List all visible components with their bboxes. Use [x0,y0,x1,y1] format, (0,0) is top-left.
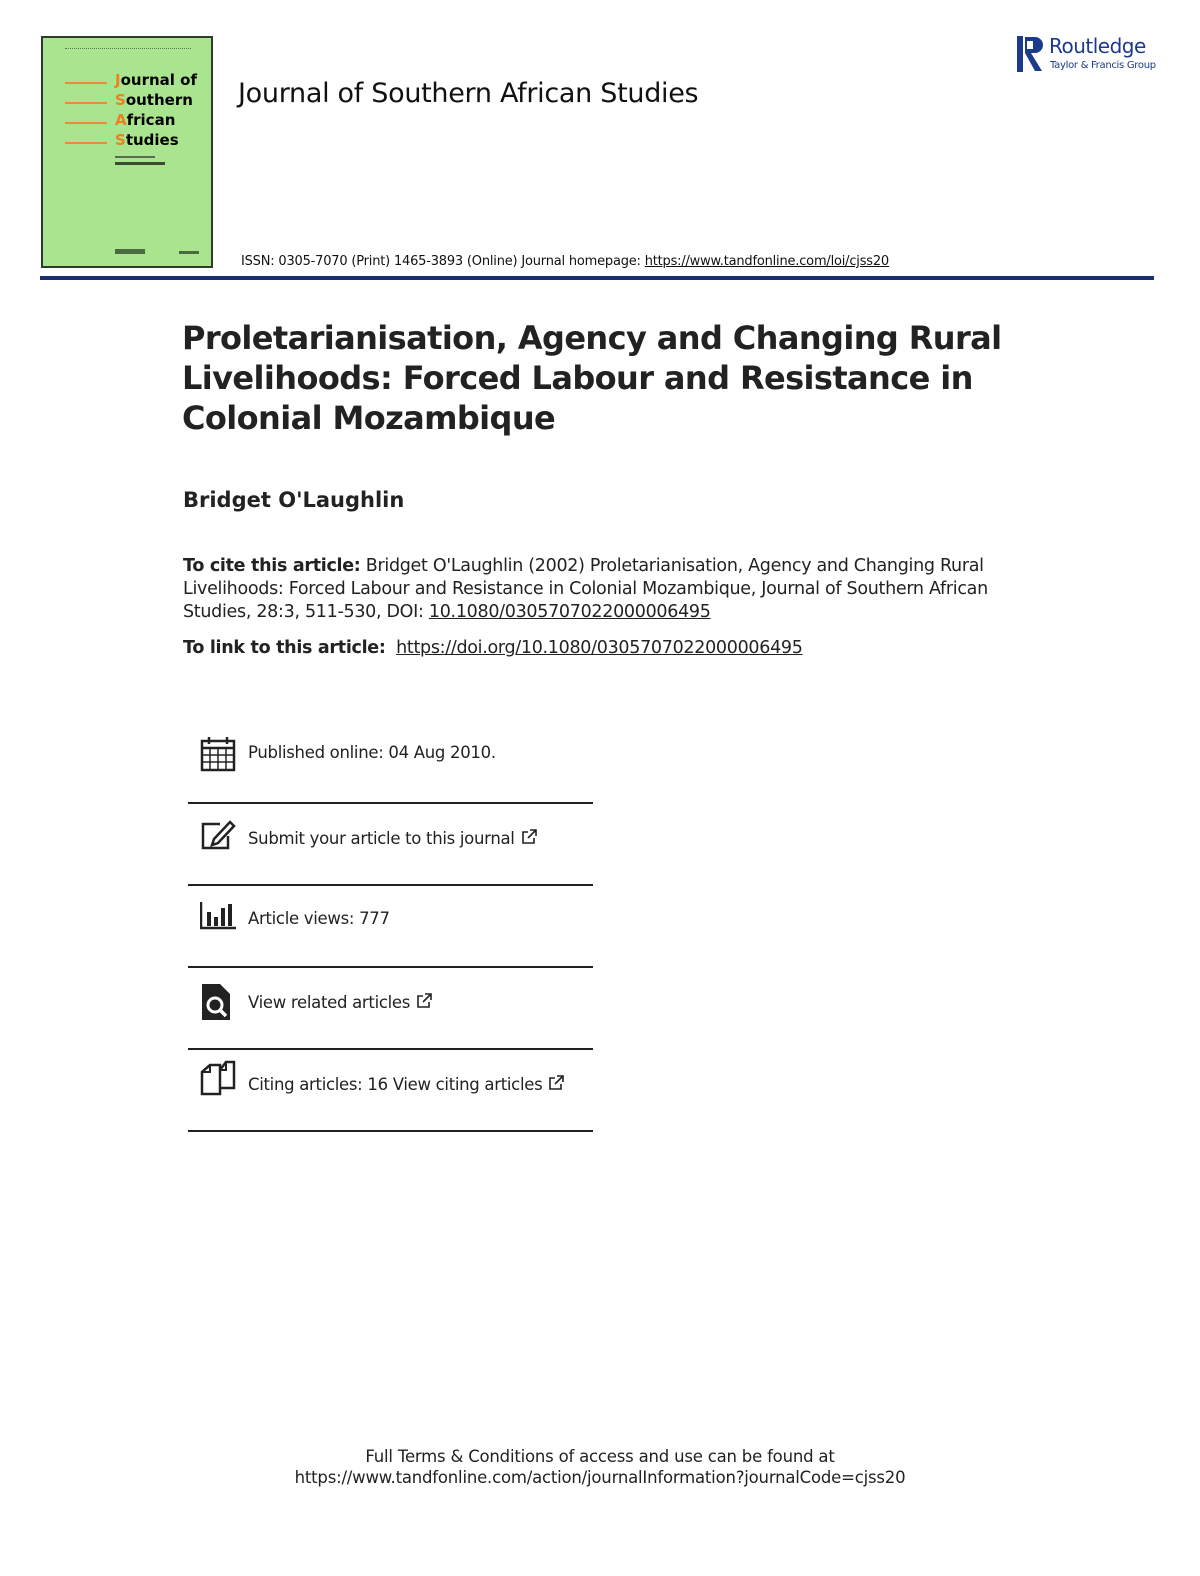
cover-rule [65,142,107,144]
article-views: Article views: 777 [248,909,390,928]
copy-documents-icon [200,1060,236,1096]
submit-article-link[interactable]: Submit your article to this journal [248,829,537,848]
link-label: To link to this article: [183,638,386,658]
cite-text: Bridget O'Laughlin (2002) Proletarianisation, Agency and Changing Rural Livelihoods: Forced Labour and Resistance in Colonial Mozambique, Journal of Southern African Studies, 28:3, 511-530, DOI: [183,556,988,622]
external-link-icon [521,829,537,845]
bar-chart-icon [200,898,236,934]
external-link-icon [548,1075,564,1091]
cite-label: To cite this article: [183,556,361,576]
cover-editor-line [115,156,155,158]
article-link-row [183,638,803,658]
cover-rule [65,102,107,104]
journal-homepage-link[interactable]: https://www.tandfonline.com/loi/cjss20 [644,254,889,269]
document-search-icon [200,984,236,1020]
cover-publisher-mark [115,249,145,254]
submit-row[interactable] [188,804,593,886]
citing-row[interactable] [188,1050,593,1132]
terms-url[interactable]: https://www.tandfonline.com/action/journalInformation?journalCode=cjss20 [294,1468,906,1487]
related-articles-link[interactable]: View related articles [248,993,432,1012]
article-doi-url[interactable]: https://doi.org/10.1080/0305707022000006495 [396,638,803,658]
cover-top-line [65,48,191,49]
published-date: Published online: 04 Aug 2010. [248,743,496,762]
edit-icon [200,818,236,854]
terms-text: Full Terms & Conditions of access and use can be found at [365,1447,835,1466]
issn-line: ISSN: 0305-7070 (Print) 1465-3893 (Online) Journal homepage: https://www.tandfonline.com/loi/cjss20 [241,254,889,269]
related-row[interactable] [188,968,593,1050]
article-author: Bridget O'Laughlin [183,488,405,512]
cover-rule [65,122,107,124]
citing-articles-link[interactable]: Citing articles: 16 View citing articles [248,1075,564,1094]
calendar-icon [200,736,236,772]
publisher-subtitle: Taylor & Francis Group [1050,60,1156,71]
citation-block [183,555,1013,624]
cover-editor-line [115,162,165,165]
cover-title: Journal of Southern African Studies [115,71,197,149]
external-link-icon [416,993,432,1009]
article-title: Proletarianisation, Agency and Changing Rural Livelihoods: Forced Labour and Resistance in Colonial Mozambique [182,319,1002,437]
published-row [188,722,593,804]
routledge-r-icon [1015,34,1045,74]
doi-link[interactable]: 10.1080/0305707022000006495 [428,602,711,622]
routledge-logo [1015,34,1165,78]
publisher-name: Routledge [1049,34,1146,58]
article-info-panel [188,722,593,1132]
cover-publisher-mark [179,251,199,254]
cover-rule [65,82,107,84]
terms-footer [0,1446,1200,1488]
journal-name: Journal of Southern African Studies [238,78,699,109]
header-divider [40,276,1154,280]
views-row [188,886,593,968]
journal-cover-image [41,36,213,268]
